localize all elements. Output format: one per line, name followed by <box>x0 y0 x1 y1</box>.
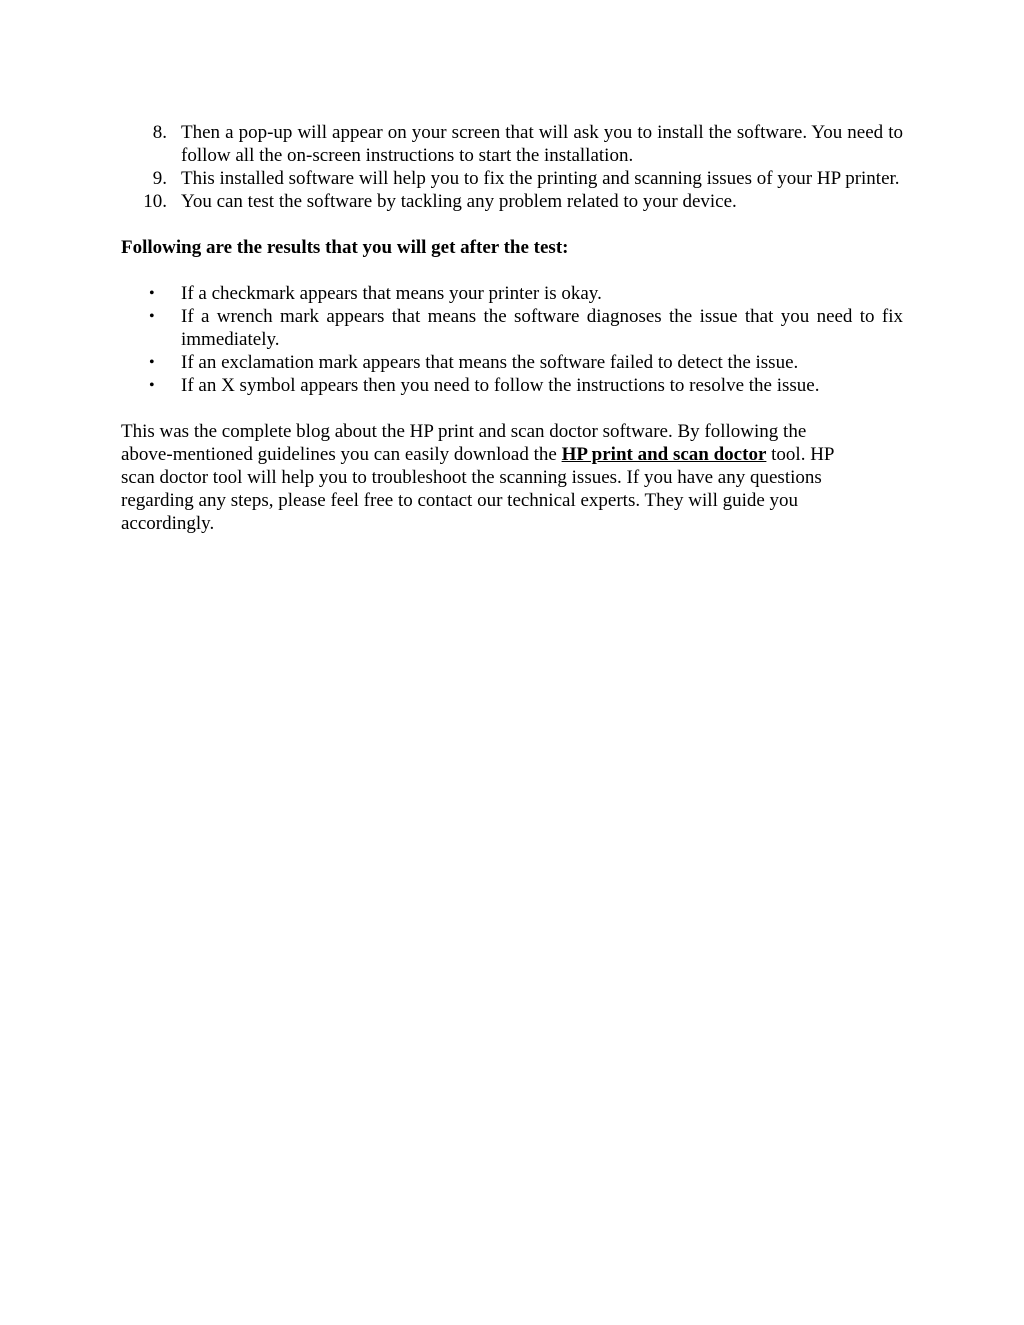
list-item-text: You can test the software by tackling any problem related to your device. <box>181 191 737 212</box>
list-item <box>121 167 903 190</box>
list-number: 10. <box>143 191 167 212</box>
list-item <box>121 305 903 351</box>
list-number: 8. <box>152 122 167 143</box>
closing-line: accordingly. <box>121 513 215 534</box>
numbered-steps-list <box>121 121 903 213</box>
closing-line <box>121 443 903 466</box>
list-item <box>121 190 903 213</box>
closing-line: regarding any steps, please feel free to contact our technical experts. They will guide you <box>121 490 799 511</box>
list-item <box>121 121 903 167</box>
list-item-text: This installed software will help you to fix the printing and scanning issues of your HP printer. <box>181 168 900 189</box>
bullet-icon: • <box>149 377 155 394</box>
closing-line: scan doctor tool will help you to troubleshoot the scanning issues. If you have any questions <box>121 467 822 488</box>
list-item <box>121 351 903 374</box>
results-heading: Following are the results that you will get after the test: <box>121 237 569 258</box>
closing-line: This was the complete blog about the HP print and scan doctor software. By following the <box>121 421 807 442</box>
closing-text: above-mentioned guidelines you can easily download the <box>121 444 562 465</box>
list-item-text: Then a pop-up will appear on your screen that will ask you to install the software. You need to follow all the on-screen instructions to start the installation. <box>181 122 903 166</box>
document-content <box>121 121 903 535</box>
closing-text: tool. HP <box>766 444 835 465</box>
list-item-text: If an X symbol appears then you need to follow the instructions to resolve the issue. <box>181 375 820 396</box>
results-bullet-list <box>121 282 903 397</box>
list-item-text: If a wrench mark appears that means the software diagnoses the issue that you need to fix immediately. <box>181 306 903 350</box>
list-item-text: If a checkmark appears that means your printer is okay. <box>181 283 602 304</box>
hp-print-and-scan-doctor-link[interactable]: HP print and scan doctor <box>561 444 767 465</box>
bullet-icon: • <box>149 354 155 371</box>
bullet-icon: • <box>149 285 155 302</box>
list-number: 9. <box>152 168 167 189</box>
bullet-icon: • <box>149 308 155 325</box>
closing-paragraph <box>121 420 903 535</box>
list-item <box>121 374 903 397</box>
list-item-text: If an exclamation mark appears that means the software failed to detect the issue. <box>181 352 799 373</box>
list-item <box>121 282 903 305</box>
